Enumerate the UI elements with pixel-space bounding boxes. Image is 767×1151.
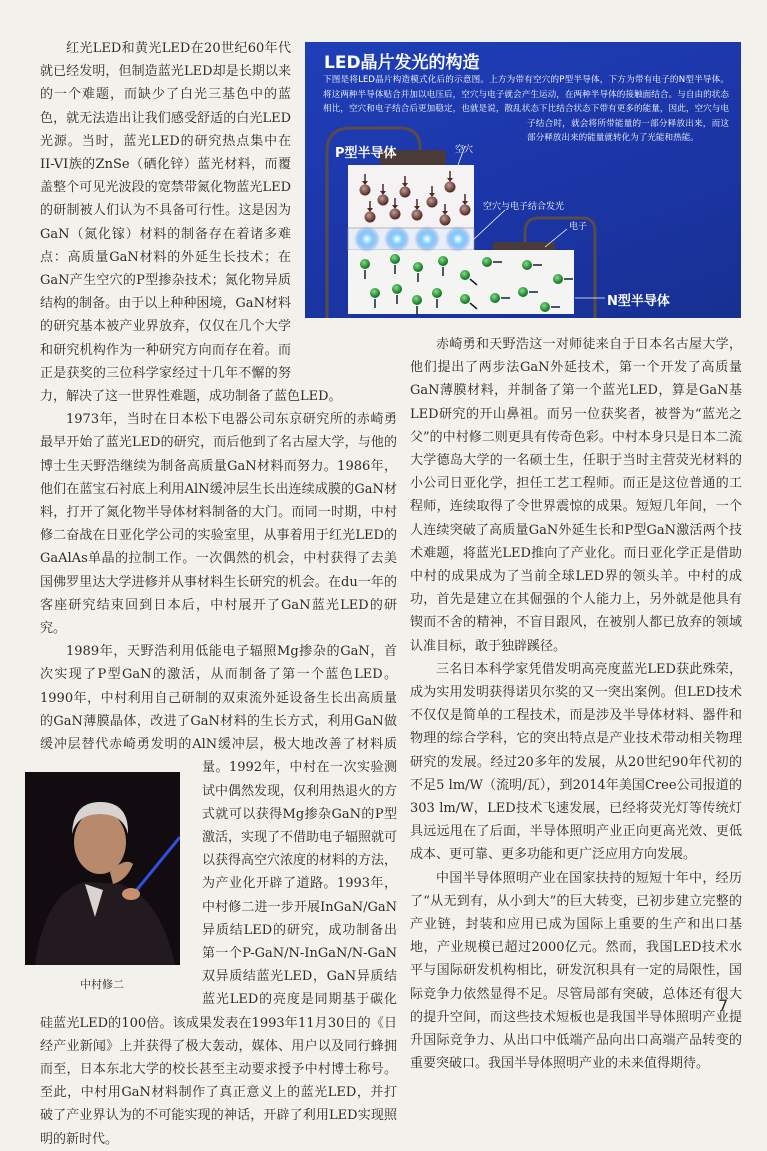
recombination-label: 空穴与电子结合发光 — [483, 202, 565, 212]
p-type-label: P型半导体 — [335, 146, 397, 161]
article-paragraph: 1973年，当时在日本松下电器公司东京研究所的赤崎勇最早开始了蓝光LED的研究，而后他到了名古屋大学，与他的博士生天野浩继续为制备高质量GaN材料而努力。1986年，他们在蓝宝石衬底上利用AlN缓冲层生长出连续成膜的GaN材料，打开了氮化物半导体材料制备的大门。而同一时期，中村修二奋战在日亚化学公司的实验室里，从事着用于红光LED的GaAlAs单晶的拉制工作。一次偶然的机会，中村获得了去美国佛罗里达大学进修并从事材料生长研究的机会。在du一年的客座研究结束回到日本后，中村展开了GaN蓝光LED的研究。 — [40, 412, 397, 637]
article-right-column — [410, 333, 742, 1076]
article-paragraph: 红光LED和黄光LED在20世纪60年代就已经发明，但制造蓝光LED却是长期以来的一个难题，而缺少了白光三基色中的蓝色，就无法造出让我们感受舒适的白光LED光源。当时，蓝光LED的研究热点集中在II-VI族的ZnSe（硒化锌）蓝光材料，而覆盖整个可见光波段的宽禁带氮化物蓝光LED的研制被人们认为不具备可行性。这是因为GaN（氮化镓）材料的制备存在着诸多难点：高质量GaN材料的外延生长技术；在GaN产生空穴的P型掺杂技术；氮化物异质结构的制备。由于以上种种困境，GaN材料的研究基本被产业界放弃，仅仅在几个大学和研究机构作为一种研究方向而存在着。而正是获奖的三位科学家经过十几年不懈的努力，解决了这一世界性难题，成功制备了蓝色LED。 — [40, 41, 342, 405]
n-type-label: N型半导体 — [607, 294, 670, 309]
photo-caption: 中村修二 — [80, 978, 124, 991]
article-paragraph: 1989年，天野浩利用低能电子辐照Mg掺杂的GaN，首次实现了P型GaN的激活，从而制备了第一个蓝色LED。1990年，中村利用自己研制的双束流外延设备生长出高质量的GaN薄膜晶体，改进了GaN材料的生长方式，利用GaN做缓冲层替代赤崎勇发明的AlN缓冲层，极大地改善了材料质量。1992年，中村在一次实验测试中偶然发现，仅利用热退火的方式就可以获得Mg掺杂GaN的P型激活，实现了不借助电子辐照就可以获得高空穴浓度的材料的方法，为产业化开辟了道路。1993年，中村修二进一步开展InGaN/GaN异质结LED的研究，成功制备出第一个P-GaN/N-InGaN/N-GaN双异质结蓝光LED，GaN异质结蓝光LED的亮度是同期基于碳化硅蓝光LED的100倍。该成果发表在1993年11月30日的《日经产业新闻》上并获得了极大轰动，媒体、用户以及同行蜂拥而至，日本东北大学的校长甚至主动要求授予中村博士称号。至此，中村用GaN材料制作了真正意义上的蓝光LED，并打破了产业界认为的不可能实现的神话，开辟了利用LED实现照明的新时代。 — [40, 644, 398, 1147]
article-paragraph: 中国半导体照明产业在国家扶持的短短十年中，经历了“从无到有，从小到大”的巨大转变，已初步建立完整的产业链，封装和应用已成为国际上重要的生产和出口基地，产业规模已超过2000亿元。然而，我国LED技术水平与国际研发机构相比，研发沉积具有一定的局限性，国际竞争力依然显得不足。尽管局部有突破，总体还有很大的提升空间，而这些技术短板也是我国半导体照明产业提升国际竞争力、从出口中低端产品向出口高端产品转变的重要突破口。我国半导体照明产业的未来值得期待。 — [410, 870, 742, 1072]
infographic-description-side: 散乱状态下比结合状态下带有更多的能量，因此，空穴与电子结合时，就会将所带能量的一部分释放出来，而这部分释放出来的能量就转化为了光能和热能。 — [504, 104, 729, 143]
infographic-description: 下图是将LED晶片构造模式化后的示意图。上方为带有空穴的P型半导体，下方为带有电子的N型半导体。将这两种半导体贴合并加以电压后，空穴与电子就会产生运动，在两种半导体的接触面结合。与自由的状态相比，空穴和电子结合后更加稳定，也就是说， — [323, 75, 729, 114]
article-paragraph: 赤崎勇和天野浩这一对师徒来自于日本名古屋大学，他们提出了两步法GaN外延技术，第一个开发了高质量GaN薄膜材料，并制备了第一个蓝光LED，算是GaN基LED研究的开山鼻祖。而另一位获奖者，被誉为“蓝光之父”的中村修二则更具有传奇色彩。中村本身只是日本二流大学德岛大学的一名硕士生，任职于当时主营荧光材料的小公司日亚化学，担任工艺工程师。而正是这位普通的工程师，连续取得了令世界震惊的成果。短短几年间，一个人连续突破了高质量GaN外延生长和P型GaN激活两个技术难题，将蓝光LED推向了产业化。而日亚化学正是借助中村的成果成为了当前全球LED界的领头羊。中村的成功，首先是建立在其倔强的个人能力上，另外就是他具有锲而不舍的精神，不盲目跟风，在被别人都已放弃的领域认准目标，敢于独辟蹊径。 — [410, 337, 742, 654]
infographic-title: LED晶片发光的构造 — [324, 53, 480, 73]
electron-label: 电子 — [569, 222, 588, 232]
hole-label: 空穴 — [455, 145, 474, 155]
page-number: 7 — [718, 996, 729, 1015]
portrait-photo — [25, 772, 180, 965]
portrait-image — [25, 772, 180, 965]
article-paragraph: 三名日本科学家凭借发明高亮度蓝光LED获此殊荣，成为实用发明获得诺贝尔奖的又一突出案例。但LED技术不仅仅是简单的工程技术，而是涉及半导体材料、器件和物理的综合学科，它的突出特点是产业技术带动相关物理研究的发展。经过20多年的发展，从20世纪90年代初的不足5 lm/W（流明/瓦），到2014年美国Cree公司报道的303 lm/W，LED技术飞速发展，已经将荧光灯等传统灯具远远甩在了后面，半导体照明产业正向更高光效、更低成本、更可靠、更多功能和更广泛应用方向发展。 — [410, 661, 742, 863]
